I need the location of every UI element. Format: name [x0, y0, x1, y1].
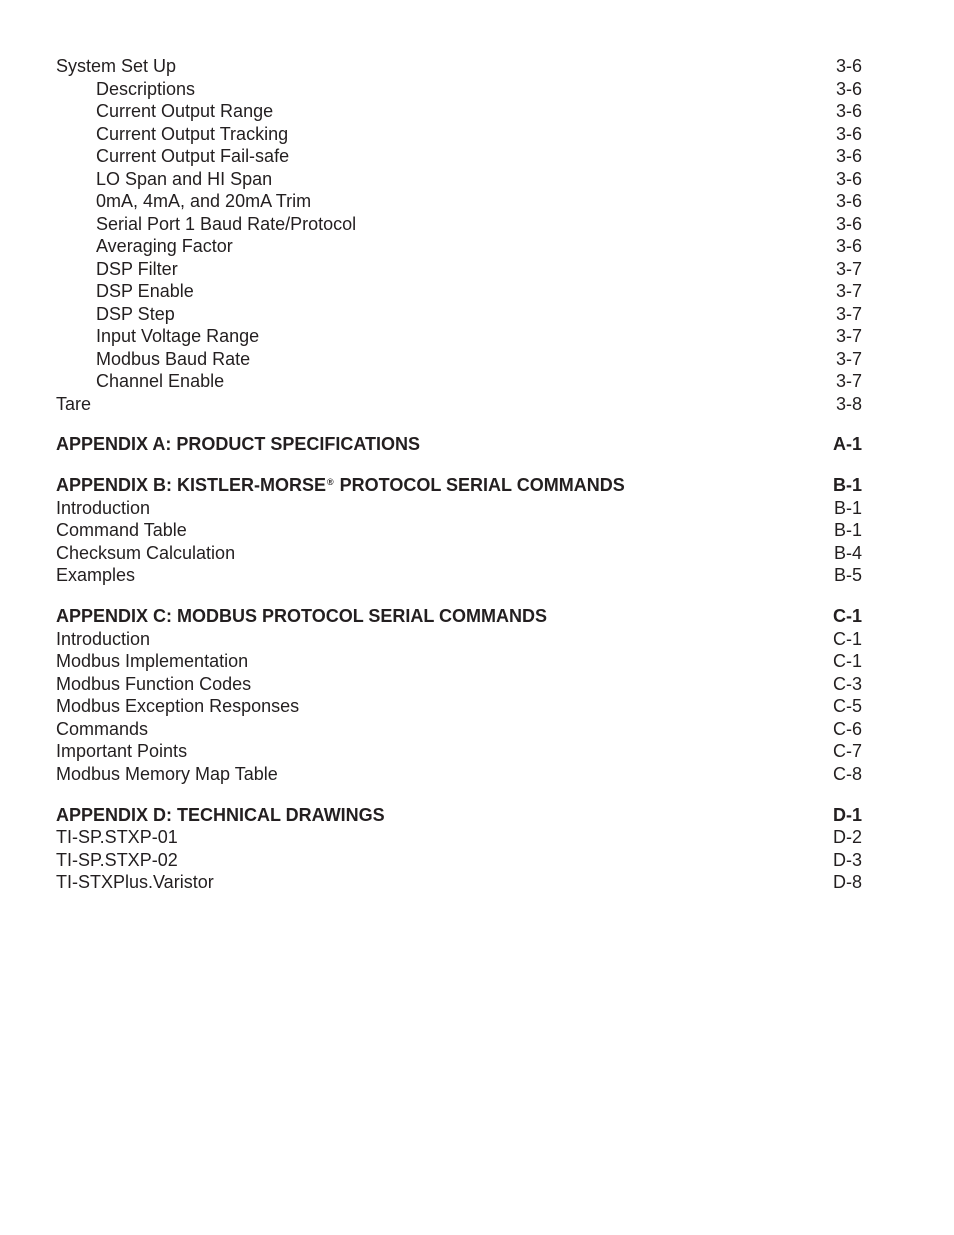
- toc-subentry: [56, 258, 862, 281]
- toc-subentry-title: Current Output Tracking: [96, 123, 289, 144]
- toc-entry-title: Tare: [56, 393, 92, 414]
- toc-entry-page: C-5: [832, 696, 862, 716]
- toc-subentry-title: DSP Filter: [96, 258, 178, 279]
- toc-subentry: [56, 370, 862, 393]
- toc-entry-title: Examples: [56, 565, 136, 585]
- toc-entry-page: D-3: [832, 849, 862, 870]
- toc-entry-page: B-1: [833, 520, 862, 540]
- appendix-heading-page: A-1: [832, 434, 862, 454]
- toc-appendix-d-heading: [56, 804, 862, 827]
- toc-subentry-page: 3-6: [835, 168, 862, 189]
- toc-entry-page: 3-6: [835, 56, 862, 76]
- toc-entry-page: C-6: [832, 718, 862, 739]
- toc-entry: [56, 564, 862, 587]
- toc-entry: [56, 740, 862, 763]
- toc-subentry-page: 3-6: [835, 78, 862, 99]
- toc-subentry: [56, 145, 862, 168]
- appendix-heading-title: APPENDIX A: PRODUCT SPECIFICATIONS: [56, 434, 421, 454]
- table-of-contents: [56, 55, 862, 894]
- toc-subentry: [56, 100, 862, 123]
- toc-subentry-title: LO Span and HI Span: [96, 168, 273, 189]
- toc-entry-page: B-5: [833, 565, 862, 585]
- toc-entry-page: 3-8: [835, 393, 862, 414]
- registered-trademark-mark: ®: [327, 477, 334, 487]
- toc-entry-title: System Set Up: [56, 56, 177, 76]
- toc-entry-page: D-8: [832, 872, 862, 892]
- toc-subentry-title: DSP Step: [96, 303, 175, 324]
- appendix-heading-page: B-1: [832, 475, 862, 495]
- toc-subentry-page: 3-6: [835, 123, 862, 144]
- toc-entry: [56, 871, 862, 894]
- toc-subentry: [56, 213, 862, 236]
- toc-subentry: [56, 235, 862, 258]
- toc-entry-page: B-1: [833, 497, 862, 518]
- toc-entry: [56, 849, 862, 872]
- toc-entry-system-setup: [56, 55, 862, 78]
- appendix-b-title-part-2: PROTOCOL SERIAL COMMANDS: [334, 475, 625, 495]
- toc-subentry-title: Channel Enable: [96, 371, 225, 391]
- toc-subentry-page: 3-7: [835, 371, 862, 391]
- toc-entry-title: Introduction: [56, 497, 151, 518]
- toc-subentry-page: 3-6: [835, 101, 862, 121]
- toc-appendix-a-heading: [56, 433, 862, 456]
- toc-entry-page: C-8: [832, 763, 862, 784]
- toc-appendix-b-heading: [56, 474, 862, 497]
- toc-subentry-title: Serial Port 1 Baud Rate/Protocol: [96, 213, 357, 234]
- appendix-b-title-part-1: APPENDIX B: KISTLER-MORSE: [56, 475, 327, 495]
- toc-entry-title: Modbus Memory Map Table: [56, 763, 278, 784]
- toc-subentry-title: DSP Enable: [96, 281, 194, 301]
- toc-subentry-title: Descriptions: [96, 78, 196, 99]
- appendix-heading-title: [56, 474, 625, 497]
- toc-subentry-title: Modbus Baud Rate: [96, 348, 251, 369]
- toc-subentry: [56, 325, 862, 348]
- toc-entry-title: Command Table: [56, 520, 187, 540]
- toc-entry-title: TI-STXPlus.Varistor: [56, 872, 214, 892]
- toc-subentry-page: 3-6: [835, 213, 862, 234]
- toc-entry-title: Modbus Exception Responses: [56, 696, 300, 716]
- toc-subentry: [56, 168, 862, 191]
- toc-entry-page: D-2: [832, 827, 862, 847]
- appendix-heading-title: APPENDIX C: MODBUS PROTOCOL SERIAL COMMANDS: [56, 606, 548, 626]
- toc-subentry-page: 3-7: [835, 303, 862, 324]
- toc-entry-title: TI-SP.STXP-02: [56, 849, 178, 870]
- toc-subentry-title: Current Output Fail-safe: [96, 146, 290, 166]
- toc-subentry: [56, 123, 862, 146]
- toc-subentry: [56, 303, 862, 326]
- toc-entry: [56, 650, 862, 673]
- toc-entry-page: C-1: [832, 651, 862, 671]
- toc-subentry-title: 0mA, 4mA, and 20mA Trim: [96, 191, 312, 211]
- appendix-heading-title: APPENDIX D: TECHNICAL DRAWINGS: [56, 804, 385, 825]
- toc-subentry: [56, 78, 862, 101]
- toc-appendix-c-heading: [56, 605, 862, 628]
- toc-subentry-page: 3-7: [835, 258, 862, 279]
- toc-subentry-page: 3-7: [835, 281, 862, 301]
- toc-entry-page: B-4: [833, 542, 862, 563]
- toc-subentry-page: 3-6: [835, 146, 862, 166]
- toc-entry: [56, 718, 862, 741]
- toc-subentry-title: Current Output Range: [96, 101, 274, 121]
- toc-entry: [56, 497, 862, 520]
- appendix-heading-page: D-1: [832, 804, 862, 825]
- toc-entry: [56, 763, 862, 786]
- toc-subentry-page: 3-7: [835, 348, 862, 369]
- toc-subentry: [56, 190, 862, 213]
- toc-subentry-title: Averaging Factor: [96, 236, 233, 256]
- toc-entry-title: Modbus Function Codes: [56, 673, 252, 694]
- toc-entry-title: Introduction: [56, 628, 151, 649]
- toc-entry: [56, 826, 862, 849]
- toc-entry: [56, 519, 862, 542]
- toc-subentry: [56, 280, 862, 303]
- toc-entry: [56, 542, 862, 565]
- toc-entry-title: Commands: [56, 718, 149, 739]
- toc-subentry-page: 3-7: [835, 326, 862, 346]
- toc-entry: [56, 628, 862, 651]
- toc-subentry: [56, 348, 862, 371]
- toc-entry-page: C-1: [832, 628, 862, 649]
- toc-entry-title: Important Points: [56, 741, 188, 761]
- toc-entry: [56, 673, 862, 696]
- toc-entry: [56, 695, 862, 718]
- toc-subentry-title: Input Voltage Range: [96, 326, 260, 346]
- toc-entry-page: C-7: [832, 741, 862, 761]
- toc-entry-tare: [56, 393, 862, 416]
- toc-subentry-page: 3-6: [835, 191, 862, 211]
- toc-entry-title: Checksum Calculation: [56, 542, 236, 563]
- toc-subentry-page: 3-6: [835, 236, 862, 256]
- toc-entry-title: Modbus Implementation: [56, 651, 249, 671]
- toc-entry-page: C-3: [832, 673, 862, 694]
- appendix-heading-page: C-1: [832, 606, 862, 626]
- toc-entry-title: TI-SP.STXP-01: [56, 827, 178, 847]
